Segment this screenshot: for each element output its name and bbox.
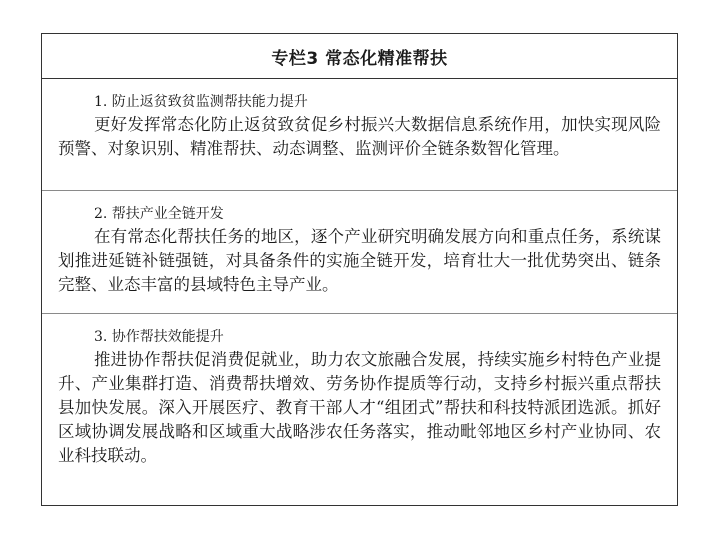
- section-body: 在有常态化帮扶任务的地区，逐个产业研究明确发展方向和重点任务，系统谋划推进延链补链强链，对具备条件的实施全链开发，培育壮大一批优势突出、链条完整、业态丰富的县域特色主导产业。: [58, 227, 661, 294]
- section-industry-chain: [42, 191, 677, 314]
- column-box: [41, 33, 678, 506]
- section-cooperation: [42, 314, 677, 507]
- section-heading: 2. 帮扶产业全链开发: [94, 206, 224, 222]
- section-heading: 3. 协作帮扶效能提升: [94, 329, 224, 345]
- section-heading: 1. 防止返贫致贫监测帮扶能力提升: [94, 94, 308, 110]
- section-body: 更好发挥常态化防止返贫致贫促乡村振兴大数据信息系统作用，加快实现风险预警、对象识别、精准帮扶、动态调整、监测评价全链条数智化管理。: [58, 115, 661, 158]
- column-title-row: [42, 34, 677, 79]
- section-monitoring: [42, 79, 677, 191]
- column-title: 专栏3 常态化精准帮扶: [271, 48, 448, 69]
- section-body: 推进协作帮扶促消费促就业，助力农文旅融合发展，持续实施乡村特色产业提升、产业集群打造、消费帮扶增效、劳务协作提质等行动，支持乡村振兴重点帮扶县加快发展。深入开展医疗、教育干部人才“组团式”帮扶和科技特派团选派。抓好区域协调发展战略和区域重大战略涉农任务落实，推动毗邻地区乡村产业协同、农业科技联动。: [58, 350, 661, 465]
